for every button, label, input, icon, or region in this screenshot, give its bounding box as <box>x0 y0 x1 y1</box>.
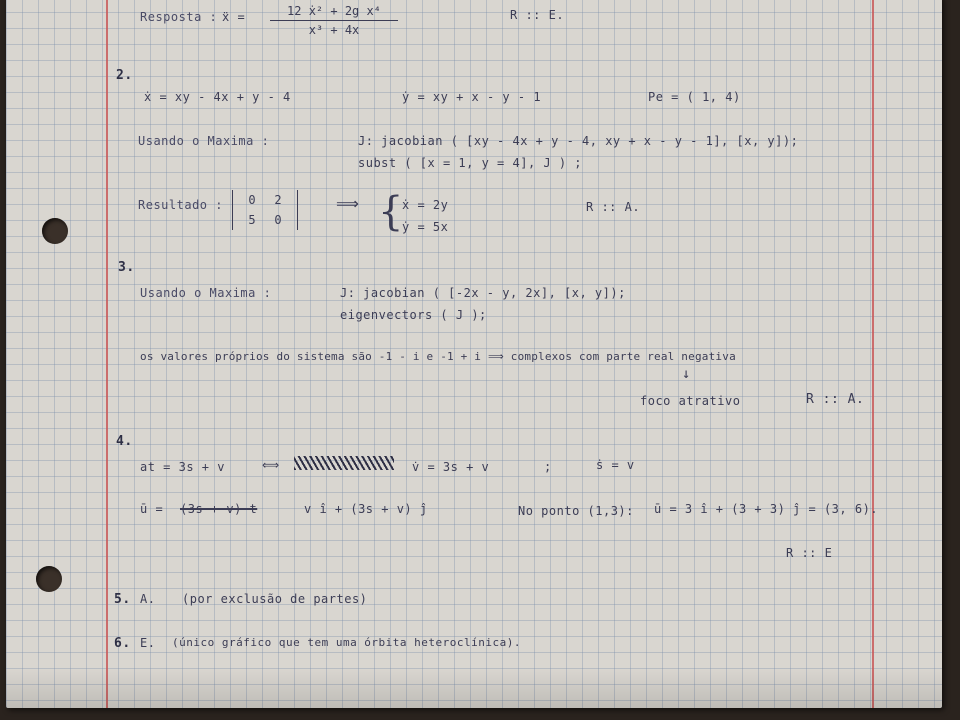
q3-maxima-code-1: J: jacobian ( [-2x - y, 2x], [x, y]); <box>340 286 626 300</box>
q2-maxima-code-2: subst ( [x = 1, y = 4], J ) ; <box>358 156 583 170</box>
q4-point-label: No ponto (1,3): <box>518 504 634 518</box>
q2-maxima-label: Usando o Maxima : <box>138 134 270 148</box>
question-5-number: 5. <box>114 592 131 607</box>
velocity-vector-rhs: v î + (3s + v) ĵ <box>304 502 428 516</box>
q4-equation-v: v̇ = 3s + v <box>412 460 490 474</box>
matrix-cell: 2 <box>274 193 282 207</box>
q4-equation-s: ṡ = v <box>596 458 635 472</box>
q5-answer: A. <box>140 592 156 606</box>
left-margin-line <box>106 0 108 708</box>
matrix-cell: 0 <box>274 213 282 227</box>
linear-system-x: ẋ = 2y <box>402 198 449 212</box>
punch-hole <box>42 218 68 244</box>
q6-note: (único gráfico que tem uma órbita heteroclínica). <box>172 636 522 649</box>
linear-system-y: ẏ = 5x <box>402 220 449 234</box>
q2-maxima-code-1: J: jacobian ( [xy - 4x + y - 4, xy + x - y - 1], [x, y]); <box>358 134 799 148</box>
answer-r: R :: E. <box>510 8 565 22</box>
question-4-number: 4. <box>116 434 133 449</box>
q4-equation-a: at = 3s + v <box>140 460 225 474</box>
fraction <box>270 4 398 37</box>
question-2-number: 2. <box>116 68 133 83</box>
q3-answer: R :: A. <box>806 392 865 407</box>
scribbled-out-text <box>294 456 394 470</box>
jacobian-matrix <box>232 190 298 230</box>
system-brace: { <box>378 189 404 235</box>
matrix-cell: 0 <box>248 193 256 207</box>
q3-maxima-code-2: eigenvectors ( J ); <box>340 308 487 322</box>
struck-out-term: (3s + v) t <box>180 502 258 516</box>
right-margin-line <box>872 0 874 708</box>
q3-conclusion: foco atrativo <box>640 394 741 408</box>
q2-equation-y: ẏ = xy + x - y - 1 <box>402 90 542 104</box>
fraction-numerator: 12 ẋ² + 2g x⁴ <box>287 4 381 18</box>
down-arrow: ↓ <box>682 366 691 382</box>
punch-hole <box>36 566 62 592</box>
separator: ; <box>544 460 552 474</box>
q3-maxima-label: Usando o Maxima : <box>140 286 272 300</box>
q2-equilibrium-point: Pe = ( 1, 4) <box>648 90 741 104</box>
question-6-number: 6. <box>114 636 131 651</box>
q4-answer: R :: E <box>786 546 833 560</box>
question-3-number: 3. <box>118 260 135 275</box>
q6-answer: E. <box>140 636 156 650</box>
q2-equation-x: ẋ = xy - 4x + y - 4 <box>144 90 291 104</box>
q5-note: (por exclusão de partes) <box>182 592 368 606</box>
iff-symbol: ⟺ <box>262 458 280 472</box>
implies-arrow: ⟹ <box>336 194 360 213</box>
q2-result-label: Resultado : <box>138 198 223 212</box>
answer-label: Resposta : <box>140 10 218 24</box>
acceleration-lhs: ẍ = <box>222 10 246 24</box>
q2-answer: R :: A. <box>586 200 641 214</box>
q4-point-calculation: ū = 3 î + (3 + 3) ĵ = (3, 6). <box>654 502 879 516</box>
notebook-page <box>6 0 942 708</box>
matrix-cell: 5 <box>248 213 256 227</box>
q3-eigenvalues-sentence: os valores próprios do sistema são -1 - i e -1 + i ⟹ complexos com parte real negativa <box>140 350 736 363</box>
fraction-denominator: x³ + 4x <box>308 23 360 37</box>
velocity-vector-lhs: ū = <box>140 502 164 516</box>
